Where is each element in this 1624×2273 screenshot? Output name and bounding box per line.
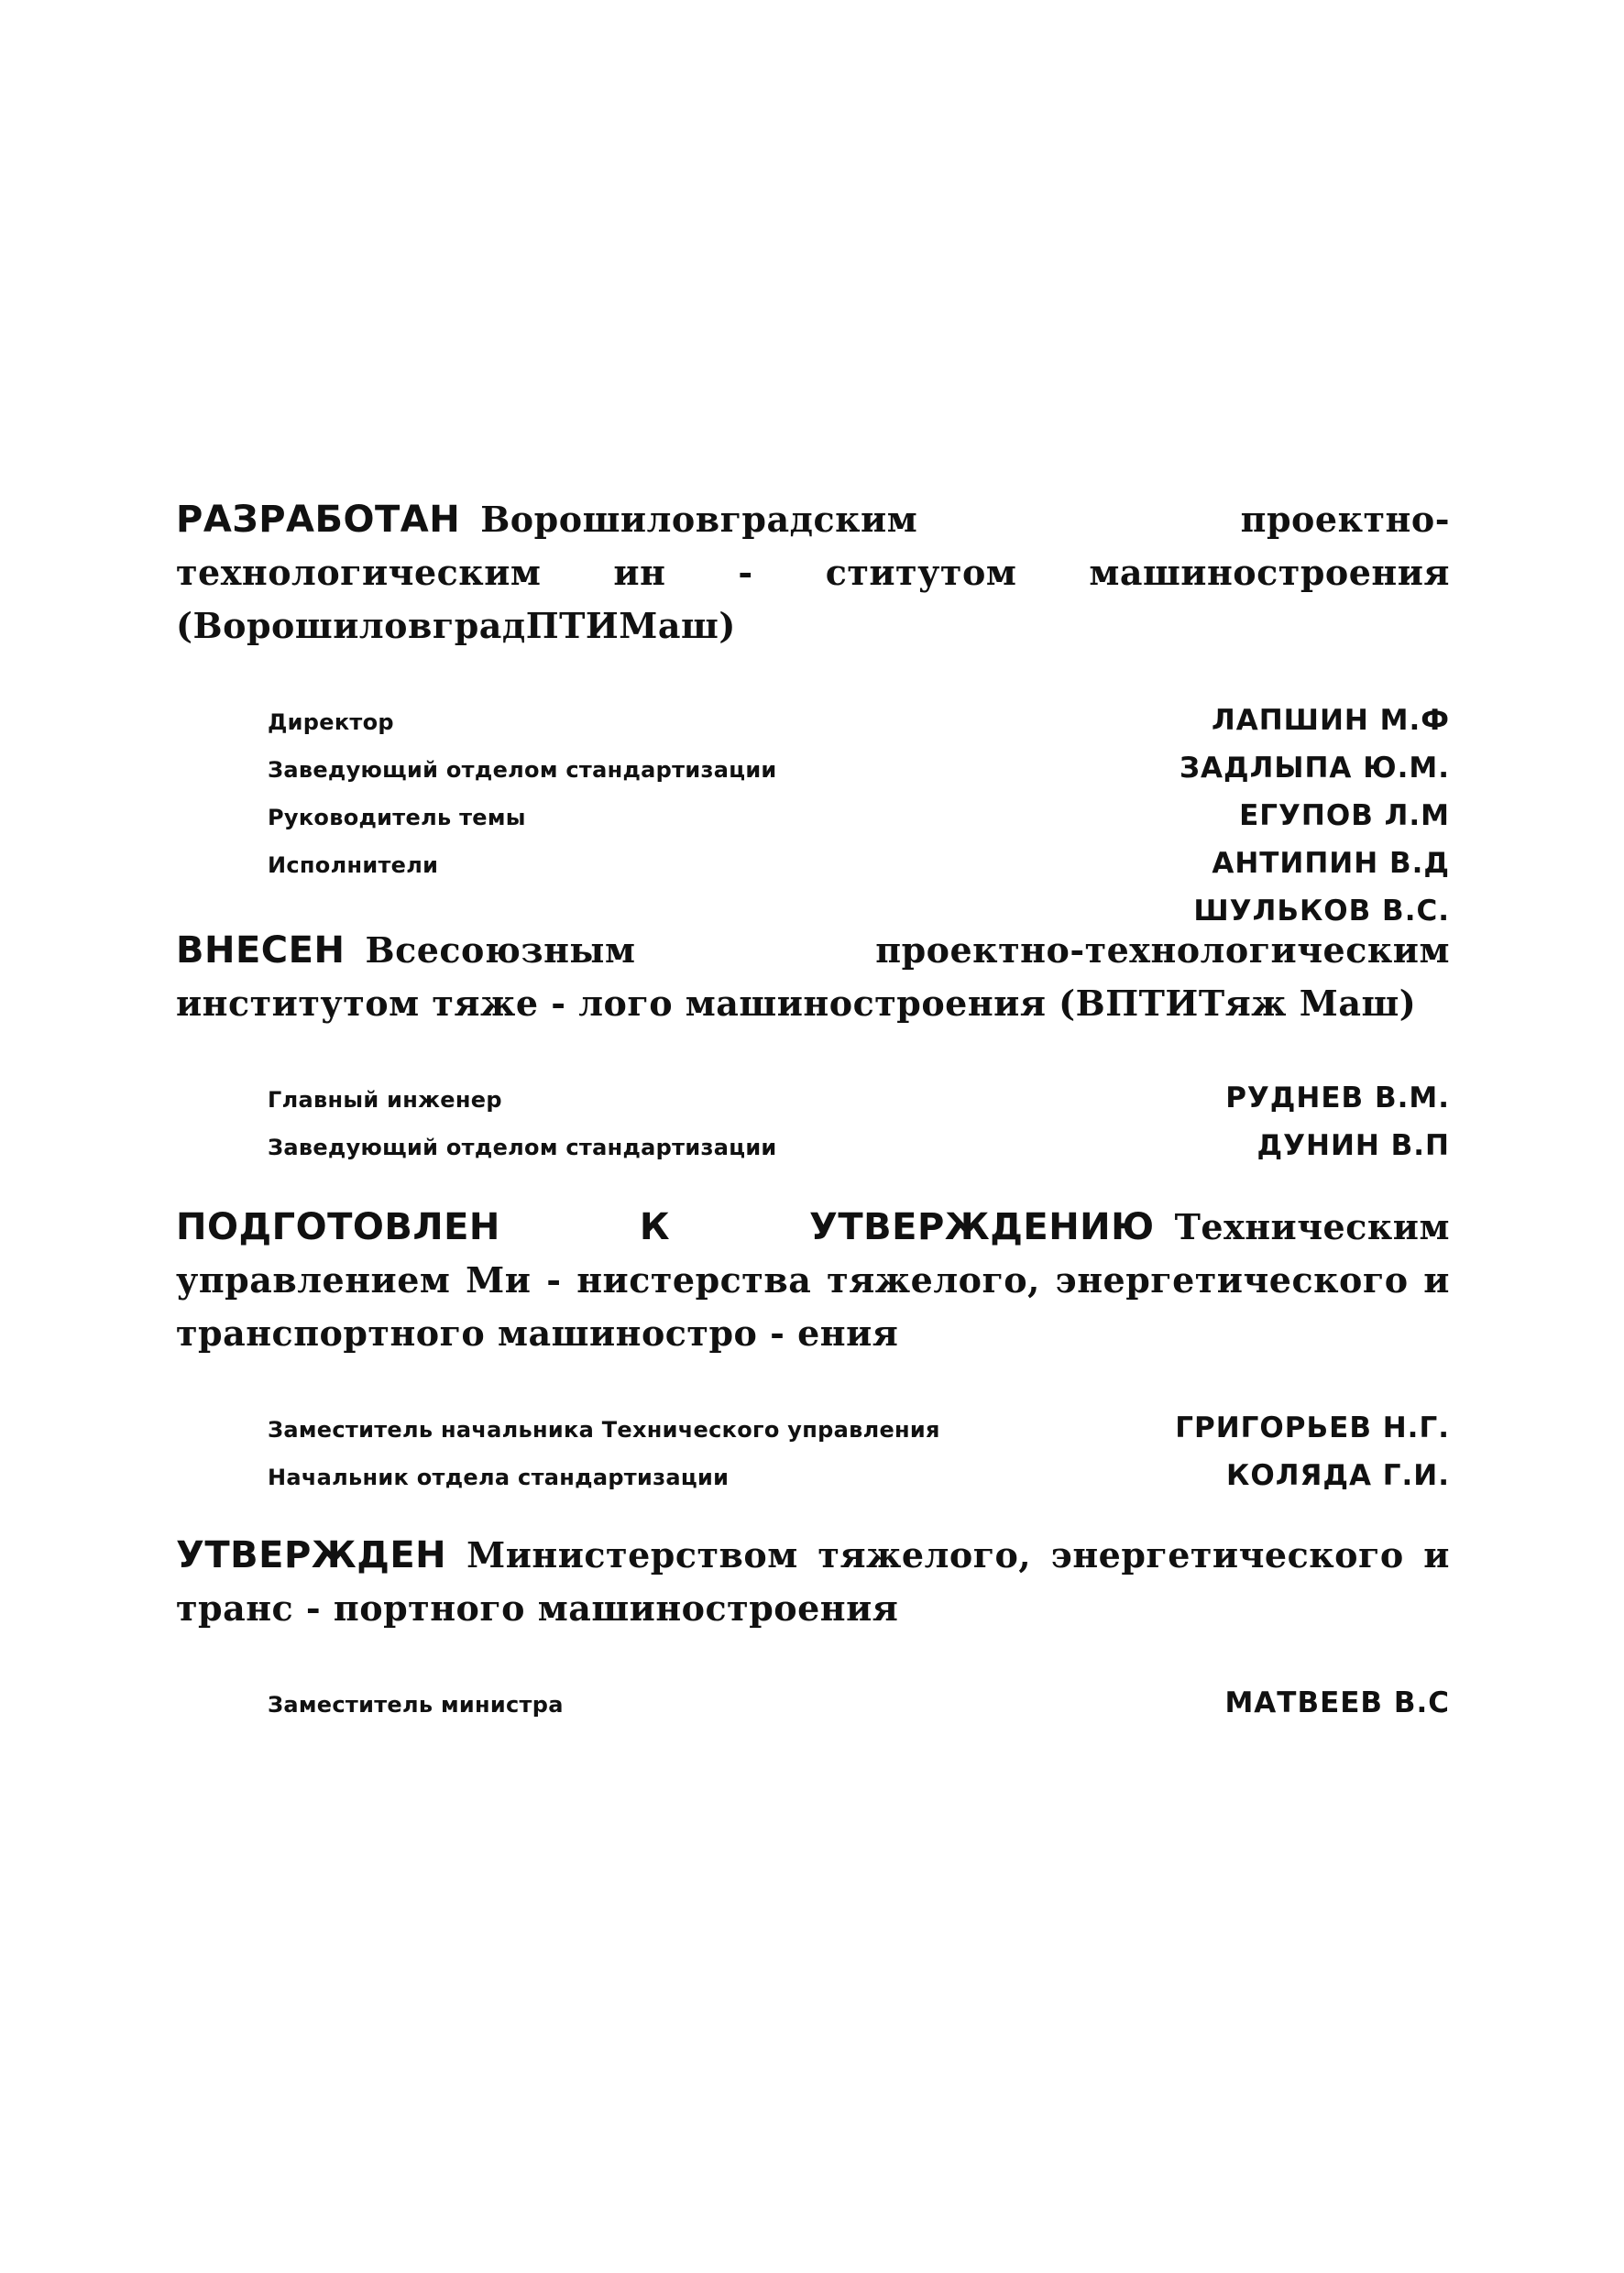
signatory-name: МАТВЕЕВ В.С	[1224, 1686, 1450, 1719]
section-keyword: УТВЕРЖДЕН	[176, 1534, 447, 1576]
signatory-row	[268, 1459, 1450, 1507]
signatory-role: Главный инженер	[268, 1087, 502, 1113]
section-text: Министерством тяжелого, энергетического и транс - портного машиностроения	[176, 1534, 1450, 1629]
signatory-name: ЗАДЛЫПА Ю.М.	[1179, 752, 1450, 785]
signatories-list	[176, 1082, 1450, 1177]
signatory-row	[268, 799, 1450, 847]
section-submitted	[176, 924, 1450, 1177]
signatories-list	[176, 1686, 1450, 1734]
signatories-list	[176, 704, 1450, 942]
signatories-list	[176, 1411, 1450, 1507]
section-keyword: РАЗРАБОТАН	[176, 499, 461, 541]
signatory-role: Руководитель темы	[268, 805, 526, 830]
signatory-name: ЛАПШИН М.Ф	[1211, 704, 1450, 737]
section-text: Ворошиловградским проектно-технологическим ин - ститутом машиностроения (ВорошиловградПТИМаш)	[176, 499, 1450, 646]
signatory-row	[268, 1082, 1450, 1129]
signatory-name: ДУНИН В.П	[1256, 1129, 1450, 1162]
section-prepared-for-approval	[176, 1201, 1450, 1507]
section-keyword: ВНЕСЕН	[176, 929, 346, 972]
signatory-role: Заместитель министра	[268, 1692, 564, 1718]
section-heading	[176, 924, 1450, 1030]
signatory-role: Заведующий отделом стандартизации	[268, 757, 777, 783]
signatory-row	[268, 1129, 1450, 1177]
section-approved	[176, 1529, 1450, 1734]
signatory-name: ШУЛЬКОВ В.С.	[1193, 895, 1450, 928]
signatory-row	[268, 1686, 1450, 1734]
section-heading	[176, 1201, 1450, 1360]
signatory-role: Исполнители	[268, 852, 439, 878]
section-text: Техническим управлением Ми - нистерства тяжелого, энергетического и транспортного машиностро - ения	[176, 1206, 1450, 1354]
signatory-role: Директор	[268, 709, 394, 735]
signatory-role: Заведующий отделом стандартизации	[268, 1135, 777, 1160]
signatory-row	[268, 847, 1450, 895]
signatory-name: КОЛЯДА Г.И.	[1226, 1459, 1450, 1492]
section-heading	[176, 1529, 1450, 1635]
signatory-row	[268, 704, 1450, 752]
signatory-name: ГРИГОРЬЕВ Н.Г.	[1175, 1411, 1450, 1444]
signatory-name: ЕГУПОВ Л.М	[1239, 799, 1450, 832]
section-text: Всесоюзным проектно-технологическим институтом тяже - лого машиностроения (ВПТИТяж Маш)	[176, 929, 1450, 1024]
signatory-row	[268, 752, 1450, 799]
signatory-row	[268, 1411, 1450, 1459]
signatory-name: РУДНЕВ В.М.	[1225, 1082, 1450, 1115]
signatory-name: АНТИПИН В.Д	[1212, 847, 1450, 880]
signatory-role: Заместитель начальника Технического управления	[268, 1417, 940, 1443]
signatory-role: Начальник отдела стандартизации	[268, 1465, 730, 1490]
section-keyword: ПОДГОТОВЛЕН К УТВЕРЖДЕНИЮ	[176, 1206, 1155, 1248]
section-developed	[176, 493, 1450, 942]
section-heading	[176, 493, 1450, 653]
